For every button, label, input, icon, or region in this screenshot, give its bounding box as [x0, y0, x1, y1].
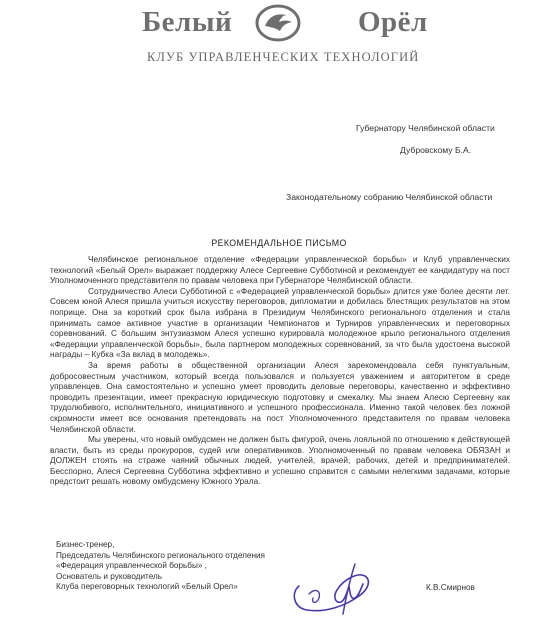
addressee-governor-name: Дубровскому Б.А. [400, 145, 472, 155]
paragraph-3: За время работы в общественной организации Алеся зарекомендовала себя пунктуальным, добросовестным участником, который всегда пользовался и пользуется уважением и авторитетом в среде управленцев. Она самостоятельно и успешно умеет проводить деловые переговоры, качественно и эффективно проводить презентации, имеет прекрасную юридическую подготовку и смекалку. Мы знаем Алесю Сергеевну как трудолюбивого, исполнительного, инициативного и успешного профессионала. Именно такой человек без ложной скромности имеет все основания претендовать на пост Уполномоченного представителя по правам человека Челябинской области. [50, 359, 510, 434]
signer-role-5: Клуба переговорных технологий «Белый Орел» [56, 582, 238, 591]
signer-role-2: Председатель Челябинского регионального отделения [56, 550, 265, 560]
signer-name: К.В.Смирнов [426, 583, 475, 592]
letterhead-subtitle: КЛУБ УПРАВЛЕНЧЕСКИХ ТЕХНОЛОГИЙ [147, 50, 420, 64]
paragraph-4: Мы уверены, что новый омбудсмен не должен быть фигурой, очень лояльной по отношению к действующей власти, быть из среды прокуроров, судей или оперативников. Уполномоченный по правам человека ОБЯЗАН и ДОЛЖЕН стоять на страже чаяний обычных людей, учителей, врачей, рабочих, детей и предпринимателей. Бесспорно, Алеся Сергеевна Субботина эффективно и успешно справится с самыми нелегкими задачами, которые предстоит решать новому омбудсмену Южного Урала. [50, 434, 510, 487]
addressee-governor: Губернатору Челябинской области [356, 123, 495, 133]
paragraph-2: Сотрудничество Алеси Субботиной с «Федерацией управленческой борьбы» длится уже более десяти лет. Совсем юной Алеся пришла учиться искусству переговоров, дипломатии и добилась блестящих результатов на этом поприще. Она за короткий срок была избрана в Президиум Челябинского регионального отделения и стала принимать самое активное участие в организации Чемпионатов и Турниров управленческих и переговорных соревнований. С большим энтузиазмом Алеся успешно курировала молодежное крыло регионального отделения «Федерации управленческой борьбы», была партнером молодежных соревнований, за что была удостоена высокой награды – Кубка «За вклад в молодежь». [50, 285, 510, 360]
handwritten-signature [285, 556, 377, 618]
brand-word-orel: Орёл [358, 6, 428, 38]
signature-block [56, 540, 265, 593]
signer-role-1: Бизнес-тренер, [56, 540, 115, 549]
addressee-assembly: Законодательному собранию Челябинской области [286, 192, 493, 202]
letter-body [50, 254, 510, 487]
eagle-emblem-icon [255, 4, 301, 42]
signer-role-4: Основатель и руководитель [56, 571, 163, 581]
brand-word-belyi: Белый [142, 6, 233, 38]
letter-title: РЕКОМЕНДАЛЬНОЕ ПИСЬМО [211, 238, 347, 248]
paragraph-1: Челябинское региональное отделение «Федерации управленческой борьбы» и Клуб управленческих технологий «Белый Орел» выражает поддержку Алесе Сергеевне Субботиной и рекомендует ее кандидатуру на пост Уполномоченного представителя по правам человека при Губернаторе Челябинской области. [50, 254, 510, 286]
signer-role-3: «Федерация управленческой борьбы» , [56, 561, 207, 570]
